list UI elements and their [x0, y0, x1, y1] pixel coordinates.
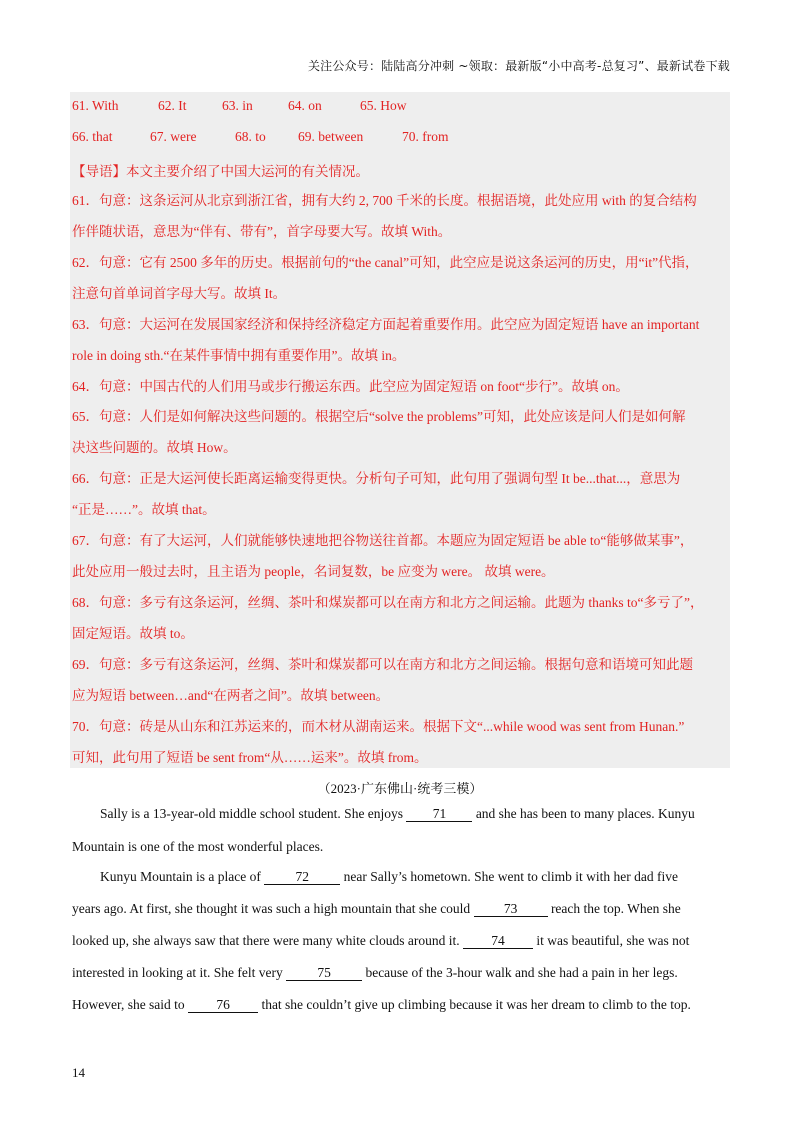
explanation-line: 61．句意：这条运河从北京到浙江省，拥有大约 2, 700 千米的长度。根据语境，此处应用 with 的复合结构 — [72, 193, 697, 208]
answer-62: 62. It — [158, 98, 187, 113]
explanation-line: 作伴随状语，意思为“伴有、带有”，首字母要大写。故填 With。 — [72, 224, 452, 239]
passage-line: Sally is a 13-year-old middle school student. She enjoys 71 and she has been to many places. Kunyu — [100, 806, 695, 821]
answer-63: 63. in — [222, 98, 253, 113]
answer-65: 65. How — [360, 98, 407, 113]
explanation-line: 70．句意：砖是从山东和江苏运来的，而木材从湖南运来。根据下文“...while wood was sent from Hunan.” — [72, 719, 685, 734]
passage-line: However, she said to 76 that she couldn’t give up climbing because it was her dream to climb to the top. — [72, 997, 691, 1012]
explanation-line: 69．句意：多亏有这条运河，丝绸、茶叶和煤炭都可以在南方和北方之间运输。根据句意和语境可知此题 — [72, 657, 693, 672]
blank-73[interactable]: 73 — [474, 902, 548, 917]
guide-text: 【导语】本文主要介绍了中国大运河的有关情况。 — [72, 164, 369, 179]
explanation-line: 65．句意：人们是如何解决这些问题的。根据空后“solve the problems”可知，此处应该是问人们是如何解 — [72, 409, 686, 424]
explanation-line: 62．句意：它有 2500 多年的历史。根据前句的“the canal”可知，此空应是说这条运河的历史，用“it”代指， — [72, 255, 699, 270]
explanation-line: 67．句意：有了大运河，人们就能够快速地把谷物送往首都。本题应为固定短语 be able to“能够做某事”， — [72, 533, 694, 548]
answer-69: 69. between — [298, 129, 364, 144]
answer-67: 67. were — [150, 129, 197, 144]
passage-line: Mountain is one of the most wonderful places. — [72, 839, 324, 854]
blank-74[interactable]: 74 — [463, 934, 533, 949]
answer-64: 64. on — [288, 98, 322, 113]
explanation-line: 注意句首单词首字母大写。故填 It。 — [72, 286, 287, 301]
blank-76[interactable]: 76 — [188, 998, 258, 1013]
blank-75[interactable]: 75 — [286, 966, 362, 981]
explanation-line: 固定短语。故填 to。 — [72, 626, 194, 641]
explanation-line: 此处应用一般过去时，且主语为 people，名词复数，be 应变为 were。 故填 were。 — [72, 564, 555, 579]
answer-61: 61. With — [72, 98, 119, 113]
passage-line: looked up, she always saw that there were many white clouds around it. 74 it was beautiful, she was not — [72, 933, 690, 948]
explanation-line: 68．句意：多亏有这条运河，丝绸、茶叶和煤炭都可以在南方和北方之间运输。此题为 thanks to“多亏了”， — [72, 595, 704, 610]
blank-71[interactable]: 71 — [406, 807, 472, 822]
explanation-line: 可知，此句用了短语 be sent from“从……运来”。故填 from。 — [72, 750, 428, 765]
explanation-line: 应为短语 between…and“在两者之间”。故填 between。 — [72, 688, 390, 703]
explanation-line: “正是……”。故填 that。 — [72, 502, 216, 517]
passage-line: interested in looking at it. She felt very 75 because of the 3-hour walk and she had a pain in her legs. — [72, 965, 678, 980]
exam-source: （2023·广东佛山·统考三模） — [317, 781, 483, 796]
passage-line: years ago. At first, she thought it was such a high mountain that she could 73 reach the top. When she — [72, 901, 681, 916]
explanation-line: 66．句意：正是大运河使长距离运输变得更快。分析句子可知，此句用了强调句型 It be...that...，意思为 — [72, 471, 681, 486]
blank-72[interactable]: 72 — [264, 870, 340, 885]
explanation-line: 决这些问题的。故填 How。 — [72, 440, 237, 455]
explanation-line: role in doing sth.“在某件事情中拥有重要作用”。故填 in。 — [72, 348, 406, 363]
passage-line: Kunyu Mountain is a place of 72 near Sally’s hometown. She went to climb it with her dad five — [100, 869, 679, 884]
page-number: 14 — [72, 1065, 85, 1080]
explanation-line: 63．句意：大运河在发展国家经济和保持经济稳定方面起着重要作用。此空应为固定短语 have an important — [72, 317, 700, 332]
explanation-line: 64．句意：中国古代的人们用马或步行搬运东西。此空应为固定短语 on foot“步行”。故填 on。 — [72, 379, 629, 394]
answer-70: 70. from — [402, 129, 449, 144]
answer-68: 68. to — [235, 129, 266, 144]
page-header-note: 关注公众号：陆陆高分冲刺 ~领取：最新版“小中高考-总复习”、最新试卷下载 — [307, 59, 730, 73]
answer-66: 66. that — [72, 129, 113, 144]
